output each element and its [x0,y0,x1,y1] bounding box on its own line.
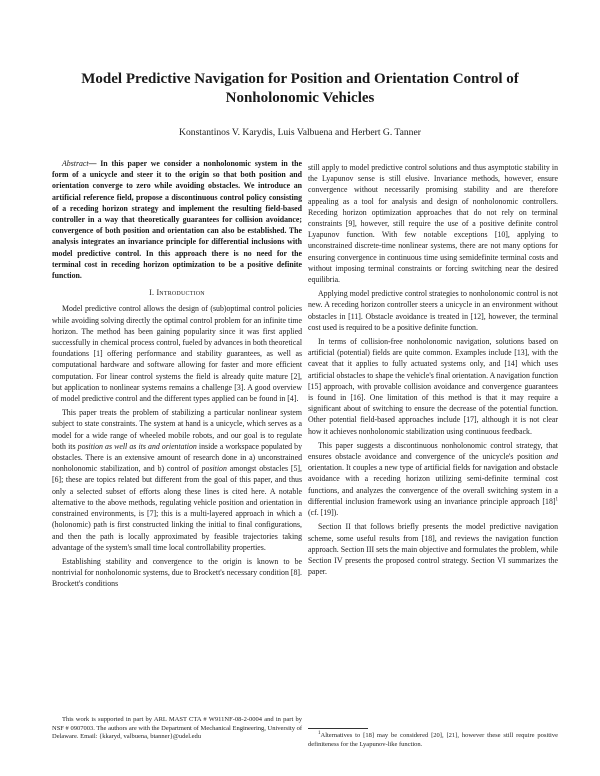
footnote-marker: 1 [318,730,321,736]
intro-paragraph-8: Section II that follows briefly presents the model predictive navigation scheme, some useful results from [18], and reviews the navigation function approach. Section III sets the main objective and formulates the problem, while Section IV presents the proposed control strategy. Section VI summarizes the paper. [308,522,558,577]
text-run: inside a workspace populated by obstacles. There is an extensive amount of research done in a) unconstrained nonholonomic stabilization, and b) control of [52,441,303,474]
intro-paragraph-3: Establishing stability and convergence to the origin is known to be nontrivial for nonholonomic systems, due to Brockett's necessary condition [8]. Brockett's conditions [52,556,302,589]
intro-paragraph-1: Model predictive control allows the design of (sub)optimal control policies while avoiding solving directly the optimal control problem for an infinite time horizon. The method has been gaining popularity since it was first applied successfully in chemical process control, fueled by advances in both theoretical foundations [1] offering performance and stability guarantees, as well as computational hardware and software allowing for faster and more efficient computation. For linear control systems the field is already quite mature [2], but application to nonlinear systems remains a challenge [3]. A good overview of model predictive control and the different types applied can be found in [4]. [52,304,302,404]
section-heading-introduction [52,287,302,298]
emphasis: position [201,464,227,474]
author-list: Konstantinos V. Karydis, Luis Valbuena and Herbert G. Tanner [179,127,421,138]
footnote-1 [308,732,558,749]
abstract-text: — In this paper we consider a nonholonomic system in the form of a unicycle and steer it to the origin so that both position and orientation converge to zero while avoiding obstacles. We introduce an artificial reference field, propose a discontinuous control policy consisting of a receding horizon strategy and implement the resulting field-based controller in a way that theoretically guarantees for collision avoidance; convergence of both position and orientation can also be established. The analysis integrates an invariance principle for differential inclusions with model predictive control. In this approach there is no need for the terminal cost in receding horizon optimization to be a positive definite function. [52,159,302,281]
emphasis: and [546,452,558,462]
footnote-rule [308,728,368,729]
intro-paragraph-6: In terms of collision-free nonholonomic navigation, solutions based on artificial (potential) fields are quite common. Examples include [13], with the caveat that it applies to fully actuated systems only, and [14] which uses artificial obstacles to shape the vehicle's final orientation. A navigation function [15] approach, with provable collision avoidance and convergence guarantees is found in [16]. One limitation of this method is that it may require a significant about of switching to ensure the decrease of the potential function. Other potential field-based approaches include [17], although it is not clear how it achieves nonholonomic stabilization using continuous feedback. [308,337,558,436]
footnote-marker: 1 [555,497,558,503]
section-numeral: I. [149,288,155,298]
support-footnote: This work is supported in part by ARL MAST CTA # W911NF-08-2-0004 and in part by NSF # 0907003. The authors are with the Department of Mechanical Engineering, University of Delaware. Email: {kkaryd, valbuena, btanner}@udel.edu [52,716,302,741]
intro-paragraph-4: still apply to model predictive control solutions and thus asymptotic stability in the Lyapunov sense is still elusive. Invariance methods, however, ensure convergence without necessarily promising stability and are therefore appealing as a tool for analysis and design of nonholonomic controllers. Receding horizon optimization approaches that do not rely on terminal constraints [9], however, still require the use of a positive definite control Lyapunov function. With few notable exceptions [10], applying to unconstrained discrete-time nonlinear systems, there are not many options for ensuring convergence in continuous time using semidefinite terminal costs and without imposing terminal constraints or forcing switching near the desired equilibria. [308,163,558,285]
text-run: (cf. [19]). [308,508,339,518]
abstract-lead: Abstract [62,159,89,168]
footnote-text: Alternatives to [18] may be considered [20], [21], however these still require positive definiteness for the Lyapunov-like function. [308,732,558,748]
left-column [52,158,302,593]
section-name: Introduction [156,288,205,298]
intro-paragraph-2 [52,407,302,553]
intro-paragraph-5: Applying model predictive control strategies to nonholonomic control is not new. A receding horizon controller steers a unicycle in an environment without obstacles in [11]. Obstacle avoidance is treated in [12], however, the terminal cost used is required to be a positive definite function. [308,289,558,332]
intro-paragraph-7 [308,440,558,518]
text-run: orientation. It couples a new type of artificial fields for navigation and obstacle avoidance with a receding horizon utilizing semi-definite terminal cost functions, and analyzes the convergence of the overall switching system in a differential inclusion framework using an invariance principle approach [18] [308,463,558,506]
abstract [52,158,302,281]
text-run: This paper suggests a discontinuous nonholonomic control strategy, that ensures obstacle avoidance and convergence of the unicycle's position [308,440,558,462]
support-footnote-block [52,716,302,742]
text-run: This paper treats the problem of stabilizing a particular nonlinear system subject to state constraints. The system at hand is a unicycle, which serves as a model for a wide range of wheeled mobile robots, and our goal is to regulate both its [52,408,302,451]
footnote-block [308,722,558,749]
text-run: amongst obstacles [5], [6]; these are topics related but different from the goal of this paper, and thus only a selected subset of efforts along these lines is cited here. A notable alternative to the above methods, regulating vehicle position and orientation in constrained environments, is [7]; this is a multi-layered approach in which a (holonomic) path is first constructed linking the initial to final configurations, and then the path is locally approximated by feasible trajectories taking advantage of the system's small time local controllability properties. [52,464,302,552]
paper-title: Model Predictive Navigation for Position and Orientation Control of Nonholonomic Vehicles [81,71,519,106]
right-column [308,162,558,580]
emphasis: position as well as its and orientation [77,441,197,451]
